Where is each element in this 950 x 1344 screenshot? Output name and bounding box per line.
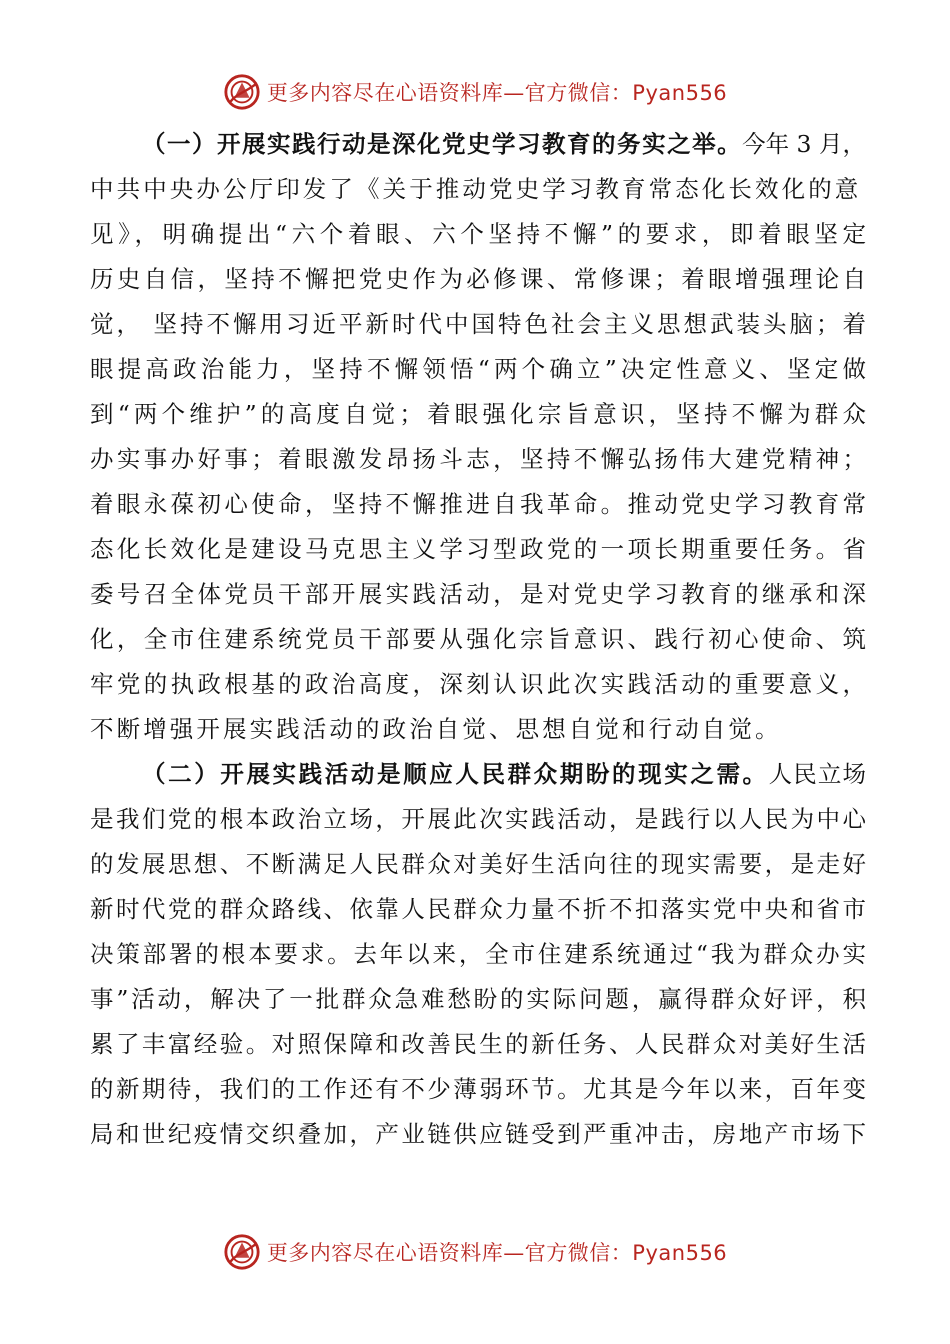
paragraph-1-line: 中共中央办公厅印发了《关于推动党史学习教育常态化长效化的意 — [90, 175, 862, 203]
document-body — [90, 122, 866, 1157]
footer-banner-text: 更多内容尽在心语资料库—官方微信：Pyan556 — [266, 1241, 728, 1265]
paragraph-1-line: 眼提高政治能力，坚持不懈领悟“两个确立”决定性意义、坚定做 — [90, 355, 866, 383]
paragraph-2-line: 决策部署的根本要求。去年以来，全市住建系统通过“我为群众办实 — [90, 940, 866, 968]
paragraph-1-line: 不断增强开展实践活动的政治自觉、思想自觉和行动自觉。 — [90, 715, 782, 743]
paragraph-2-text: 人民立场 — [768, 760, 867, 788]
paragraph-1-heading: （一）开展实践行动是深化党史学习教育的务实之举。 — [142, 130, 743, 158]
paragraph-2-line: 新时代党的群众路线、依靠人民群众力量不折不扣落实党中央和省市 — [90, 895, 866, 923]
paragraph-2-heading: （二）开展实践活动是顺应人民群众期盼的现实之需。 — [142, 760, 769, 788]
header-banner — [0, 72, 950, 112]
paragraph-2-line: 累了丰富经验。对照保障和改善民生的新任务、人民群众对美好生活 — [90, 1030, 866, 1058]
paragraph-1-text: 今年 3 月， — [742, 130, 866, 158]
paragraph-2-line: 是我们党的根本政治立场，开展此次实践活动，是践行以人民为中心 — [90, 805, 866, 833]
paragraph-1-line: 牢党的执政根基的政治高度，深刻认识此次实践活动的重要意义， — [90, 670, 866, 698]
paragraph-1-line: 化，全市住建系统党员干部要从强化宗旨意识、践行初心使命、筑 — [90, 625, 866, 653]
paragraph-1-line: 历史自信，坚持不懈把党史作为必修课、常修课；着眼增强理论自 — [90, 265, 866, 293]
seal-logo-icon — [223, 73, 261, 111]
paragraph-1-line: 办实事办好事；着眼激发昂扬斗志，坚持不懈弘扬伟大建党精神； — [90, 445, 866, 473]
paragraph-2-first-line — [90, 752, 866, 797]
paragraph-1-first-line — [90, 122, 866, 167]
paragraph-1-line: 态化长效化是建设马克思主义学习型政党的一项长期重要任务。省 — [90, 535, 866, 563]
paragraph-2-line: 的新期待，我们的工作还有不少薄弱环节。尤其是今年以来，百年变 — [90, 1075, 866, 1103]
paragraph-1-line: 觉， 坚持不懈用习近平新时代中国特色社会主义思想武装头脑；着 — [90, 310, 866, 338]
footer-banner — [0, 1232, 950, 1272]
paragraph-2-line: 事”活动，解决了一批群众急难愁盼的实际问题，赢得群众好评，积 — [90, 985, 866, 1013]
paragraph-2-line: 局和世纪疫情交织叠加，产业链供应链受到严重冲击，房地产市场下 — [90, 1120, 866, 1148]
paragraph-1-line: 着眼永葆初心使命，坚持不懈推进自我革命。推动党史学习教育常 — [90, 490, 866, 518]
header-banner-text: 更多内容尽在心语资料库—官方微信：Pyan556 — [266, 81, 728, 105]
paragraph-2-line: 的发展思想、不断满足人民群众对美好生活向往的现实需要，是走好 — [90, 850, 866, 878]
paragraph-1-line: 委号召全体党员干部开展实践活动，是对党史学习教育的继承和深 — [90, 580, 866, 608]
paragraph-1-line: 见》，明确提出“六个着眼、六个坚持不懈”的要求，即着眼坚定 — [90, 220, 866, 248]
paragraph-1-line: 到“两个维护”的高度自觉；着眼强化宗旨意识，坚持不懈为群众 — [90, 400, 866, 428]
seal-logo-icon — [223, 1233, 261, 1271]
